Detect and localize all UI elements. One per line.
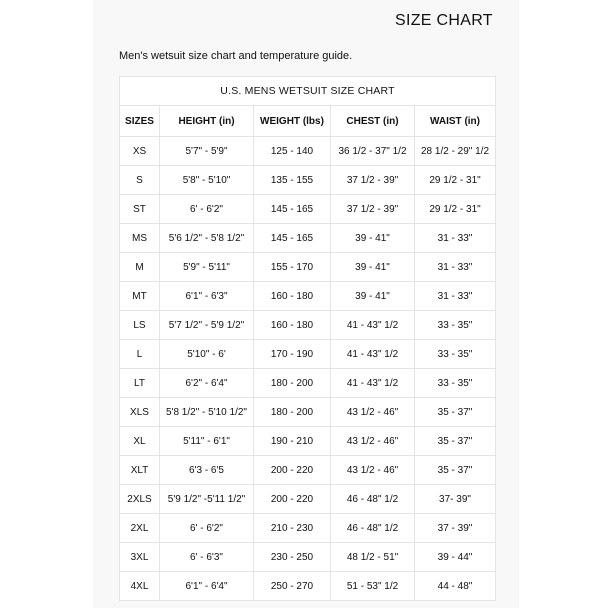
height-cell: 6' - 6'2" [160, 195, 254, 224]
waist-cell: 31 - 33" [415, 224, 496, 253]
table-body [120, 137, 496, 601]
column-header-chest: CHEST (in) [331, 106, 415, 137]
weight-cell: 230 - 250 [254, 543, 331, 572]
size-cell: 4XL [120, 572, 160, 601]
waist-cell: 44 - 48" [415, 572, 496, 601]
weight-cell: 180 - 200 [254, 398, 331, 427]
waist-cell: 33 - 35" [415, 340, 496, 369]
chest-cell: 43 1/2 - 46" [331, 456, 415, 485]
height-cell: 5'8" - 5'10" [160, 166, 254, 195]
height-cell: 6' - 6'3" [160, 543, 254, 572]
size-cell: 2XLS [120, 485, 160, 514]
waist-cell: 31 - 33" [415, 282, 496, 311]
table-row [120, 195, 496, 224]
chest-cell: 36 1/2 - 37" 1/2 [331, 137, 415, 166]
table-caption: U.S. MENS WETSUIT SIZE CHART [120, 77, 496, 106]
size-cell: XLS [120, 398, 160, 427]
table-header-row [120, 106, 496, 137]
height-cell: 6'1" - 6'4" [160, 572, 254, 601]
waist-cell: 28 1/2 - 29" 1/2 [415, 137, 496, 166]
chest-cell: 43 1/2 - 46" [331, 398, 415, 427]
waist-cell: 35 - 37" [415, 427, 496, 456]
weight-cell: 200 - 220 [254, 485, 331, 514]
table-row [120, 369, 496, 398]
waist-cell: 29 1/2 - 31" [415, 195, 496, 224]
chest-cell: 41 - 43" 1/2 [331, 311, 415, 340]
chest-cell: 48 1/2 - 51" [331, 543, 415, 572]
height-cell: 5'7 1/2" - 5'9 1/2" [160, 311, 254, 340]
chest-cell: 43 1/2 - 46" [331, 427, 415, 456]
table-row [120, 340, 496, 369]
weight-cell: 250 - 270 [254, 572, 331, 601]
weight-cell: 200 - 220 [254, 456, 331, 485]
waist-cell: 37- 39" [415, 485, 496, 514]
chest-cell: 46 - 48" 1/2 [331, 485, 415, 514]
height-cell: 5'10" - 6' [160, 340, 254, 369]
weight-cell: 145 - 165 [254, 224, 331, 253]
page-title: SIZE CHART [395, 12, 493, 29]
table-row [120, 543, 496, 572]
table-row [120, 427, 496, 456]
size-cell: ST [120, 195, 160, 224]
size-cell: L [120, 340, 160, 369]
waist-cell: 33 - 35" [415, 311, 496, 340]
size-cell: 3XL [120, 543, 160, 572]
weight-cell: 180 - 200 [254, 369, 331, 398]
chest-cell: 37 1/2 - 39" [331, 195, 415, 224]
table-row [120, 398, 496, 427]
chest-cell: 39 - 41" [331, 282, 415, 311]
weight-cell: 170 - 190 [254, 340, 331, 369]
table-row [120, 456, 496, 485]
size-cell: MS [120, 224, 160, 253]
height-cell: 6'3 - 6'5 [160, 456, 254, 485]
weight-cell: 210 - 230 [254, 514, 331, 543]
chest-cell: 41 - 43" 1/2 [331, 369, 415, 398]
height-cell: 5'9" - 5'11" [160, 253, 254, 282]
chest-cell: 51 - 53" 1/2 [331, 572, 415, 601]
column-header-waist: WAIST (in) [415, 106, 496, 137]
height-cell: 6' - 6'2" [160, 514, 254, 543]
table-row [120, 311, 496, 340]
chest-cell: 41 - 43" 1/2 [331, 340, 415, 369]
weight-cell: 190 - 210 [254, 427, 331, 456]
height-cell: 5'11" - 6'1" [160, 427, 254, 456]
column-header-weight: WEIGHT (lbs) [254, 106, 331, 137]
table-row [120, 572, 496, 601]
height-cell: 5'7" - 5'9" [160, 137, 254, 166]
size-cell: LS [120, 311, 160, 340]
waist-cell: 29 1/2 - 31" [415, 166, 496, 195]
height-cell: 5'6 1/2" - 5'8 1/2" [160, 224, 254, 253]
weight-cell: 155 - 170 [254, 253, 331, 282]
table-row [120, 253, 496, 282]
size-cell: XS [120, 137, 160, 166]
table-row [120, 282, 496, 311]
weight-cell: 125 - 140 [254, 137, 331, 166]
table-row [120, 137, 496, 166]
height-cell: 6'2" - 6'4" [160, 369, 254, 398]
size-cell: XL [120, 427, 160, 456]
size-cell: XLT [120, 456, 160, 485]
size-cell: LT [120, 369, 160, 398]
waist-cell: 35 - 37" [415, 456, 496, 485]
size-cell: MT [120, 282, 160, 311]
chest-cell: 46 - 48" 1/2 [331, 514, 415, 543]
waist-cell: 35 - 37" [415, 398, 496, 427]
table-row [120, 485, 496, 514]
waist-cell: 39 - 44" [415, 543, 496, 572]
size-cell: M [120, 253, 160, 282]
weight-cell: 160 - 180 [254, 282, 331, 311]
height-cell: 5'8 1/2" - 5'10 1/2" [160, 398, 254, 427]
page-subtitle: Men's wetsuit size chart and temperature guide. [119, 50, 353, 62]
table-caption-row [120, 77, 496, 106]
height-cell: 6'1" - 6'3" [160, 282, 254, 311]
chest-cell: 39 - 41" [331, 224, 415, 253]
table-row [120, 166, 496, 195]
size-chart-table [119, 76, 496, 601]
column-header-height: HEIGHT (in) [160, 106, 254, 137]
weight-cell: 135 - 155 [254, 166, 331, 195]
weight-cell: 145 - 165 [254, 195, 331, 224]
waist-cell: 31 - 33" [415, 253, 496, 282]
size-cell: S [120, 166, 160, 195]
chest-cell: 39 - 41" [331, 253, 415, 282]
size-cell: 2XL [120, 514, 160, 543]
height-cell: 5'9 1/2" -5'11 1/2" [160, 485, 254, 514]
waist-cell: 33 - 35" [415, 369, 496, 398]
column-header-sizes: SIZES [120, 106, 160, 137]
weight-cell: 160 - 180 [254, 311, 331, 340]
waist-cell: 37 - 39" [415, 514, 496, 543]
table-row [120, 514, 496, 543]
chest-cell: 37 1/2 - 39" [331, 166, 415, 195]
table-row [120, 224, 496, 253]
